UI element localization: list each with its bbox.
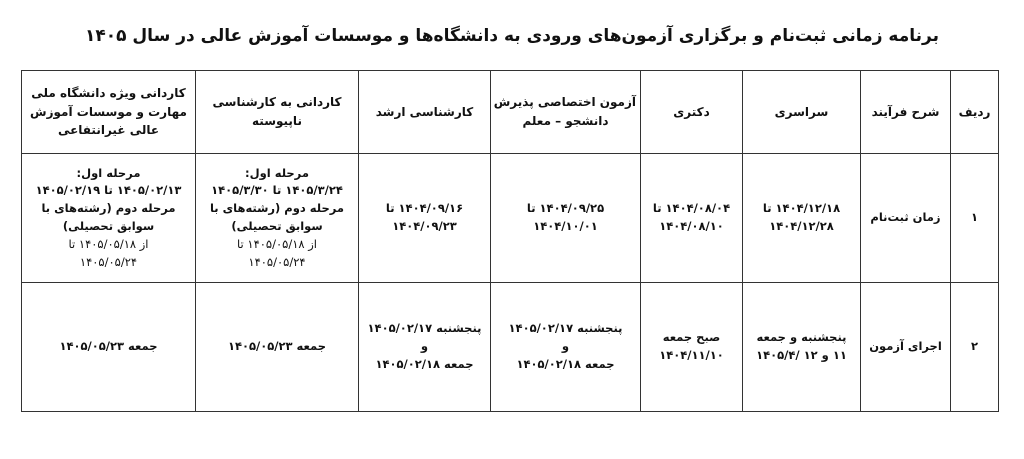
header-teacher-student-exam: آزمون اختصاصی پذیرش دانشجو – معلم [491, 71, 641, 154]
header-sarasari: سراسری [743, 71, 861, 154]
associate-national-cell: جمعه ۱۴۰۵/۰۵/۲۳ [22, 283, 196, 412]
row-number-cell: ۱ [951, 154, 999, 283]
masters-cell: ۱۴۰۴/۰۹/۱۶ تا ۱۴۰۴/۰۹/۲۳ [359, 154, 491, 283]
process-cell: اجرای آزمون [861, 283, 951, 412]
table-row-registration [22, 154, 999, 283]
header-associate-national-university: کاردانی ویژه دانشگاه ملی مهارت و موسسات آموزش عالی غیرانتفاعی [22, 71, 196, 154]
process-cell: زمان ثبت‌نام [861, 154, 951, 283]
associate-bachelor-cell: مرحله اول: ۱۴۰۵/۳/۲۴ تا ۱۴۰۵/۳/۳۰ مرحله دوم (رشته‌های با سوابق تحصیلی) از ۱۴۰۵/۰۵/۱۸ تا ۱۴۰۵/۰۵/۲۴ [196, 154, 359, 283]
sarasari-cell: ۱۴۰۴/۱۲/۱۸ تا ۱۴۰۴/۱۲/۲۸ [743, 154, 861, 283]
teacher-exam-cell: پنجشنبه ۱۴۰۵/۰۲/۱۷ و جمعه ۱۴۰۵/۰۲/۱۸ [491, 283, 641, 412]
doctoral-cell: صبح جمعه ۱۴۰۴/۱۱/۱۰ [641, 283, 743, 412]
masters-cell: پنجشنبه ۱۴۰۵/۰۲/۱۷ و جمعه ۱۴۰۵/۰۲/۱۸ [359, 283, 491, 412]
document-title: برنامه زمانی ثبت‌نام و برگزاری آزمون‌های ورودی به دانشگاه‌ها و موسسات آموزش عالی در سال ۱۴۰۵ [85, 26, 939, 46]
header-row [22, 71, 999, 154]
header-doctoral: دکتری [641, 71, 743, 154]
teacher-exam-cell: ۱۴۰۴/۰۹/۲۵ تا ۱۴۰۴/۱۰/۰۱ [491, 154, 641, 283]
associate-bachelor-cell: جمعه ۱۴۰۵/۰۵/۲۳ [196, 283, 359, 412]
header-process-description: شرح فرآیند [861, 71, 951, 154]
doctoral-cell: ۱۴۰۴/۰۸/۰۴ تا ۱۴۰۴/۰۸/۱۰ [641, 154, 743, 283]
table-row-exam [22, 283, 999, 412]
header-row-number: ردیف [951, 71, 999, 154]
schedule-table [21, 70, 999, 412]
header-masters: کارشناسی ارشد [359, 71, 491, 154]
sarasari-cell: پنجشنبه و جمعه ۱۱ و ۱۲ /۱۴۰۵/۴ [743, 283, 861, 412]
associate-national-cell: مرحله اول: ۱۴۰۵/۰۲/۱۳ تا ۱۴۰۵/۰۲/۱۹ مرحله دوم (رشته‌های با سوابق تحصیلی) از ۱۴۰۵/۰۵/۱۸ تا ۱۴۰۵/۰۵/۲۴ [22, 154, 196, 283]
header-associate-to-bachelor: کاردانی به کارشناسی ناپیوسته [196, 71, 359, 154]
row-number-cell: ۲ [951, 283, 999, 412]
